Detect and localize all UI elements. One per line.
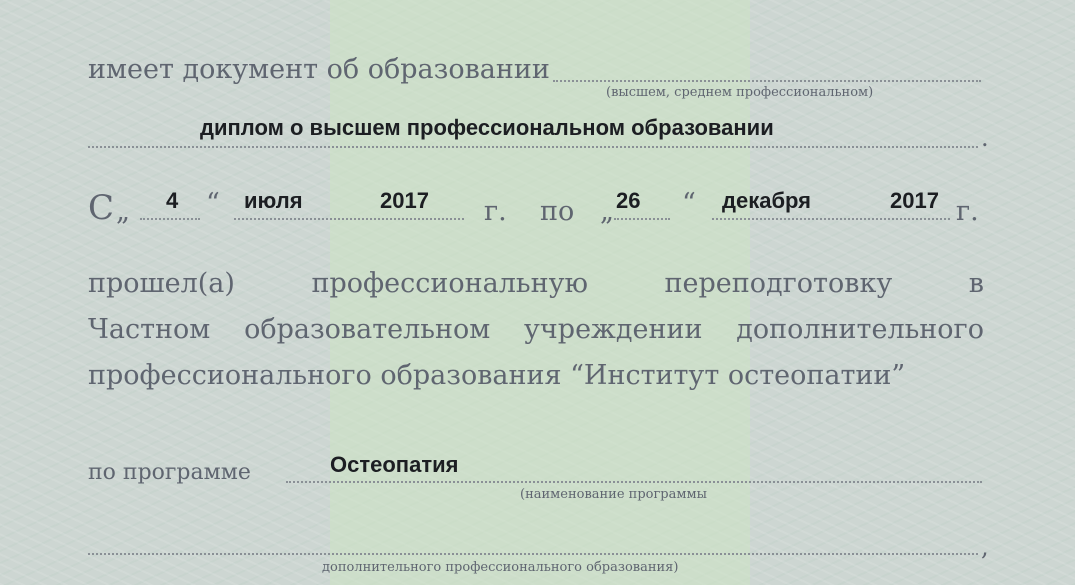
document-label: имеет документ об образовании xyxy=(88,54,550,85)
dotted-line xyxy=(553,80,981,82)
body-word: образовательном xyxy=(244,314,491,345)
year-suffix: г. xyxy=(484,196,507,227)
quote-close: “ xyxy=(206,188,220,219)
dotted-line xyxy=(712,218,950,220)
dotted-line xyxy=(286,481,982,483)
dotted-line xyxy=(88,553,978,555)
program-hint: (наименование программы xyxy=(520,487,707,502)
dotted-line xyxy=(614,218,670,220)
program-value: Остеопатия xyxy=(330,452,459,477)
body-line-3: профессионального образования “Институт остеопатии” xyxy=(88,360,906,391)
to-day: 26 xyxy=(616,188,641,213)
body-word: учреждении xyxy=(524,314,703,345)
from-month: июля xyxy=(244,188,303,213)
program-label: по программе xyxy=(88,460,251,485)
body-line-2 xyxy=(88,314,984,345)
body-word: в xyxy=(968,268,984,299)
to-year: 2017 xyxy=(890,188,939,213)
to-word: по xyxy=(540,196,575,227)
dotted-line xyxy=(140,218,200,220)
quote-open: „ xyxy=(116,196,130,227)
period-punct: . xyxy=(981,124,989,152)
program-hint-2: дополнительного профессионального образования) xyxy=(322,560,679,575)
document-type-value: диплом о высшем профессиональном образовании xyxy=(200,115,774,140)
body-word: профессиональную xyxy=(311,268,588,299)
body-word: дополнительного xyxy=(736,314,984,345)
body-word: переподготовку xyxy=(664,268,893,299)
year-suffix: г. xyxy=(956,196,979,227)
dotted-line xyxy=(234,218,464,220)
from-year: 2017 xyxy=(380,188,429,213)
body-word: Частном xyxy=(88,314,211,345)
from-day: 4 xyxy=(166,188,179,213)
comma-punct: , xyxy=(981,533,989,561)
body-word: прошел(а) xyxy=(88,268,235,299)
to-month: декабря xyxy=(722,188,812,213)
dotted-line xyxy=(88,146,978,148)
quote-close: “ xyxy=(682,188,696,219)
quote-open: „ xyxy=(600,196,614,227)
body-line-1 xyxy=(88,268,984,299)
document-hint: (высшем, среднем профессиональном) xyxy=(606,85,874,100)
from-prefix: С xyxy=(88,188,115,228)
